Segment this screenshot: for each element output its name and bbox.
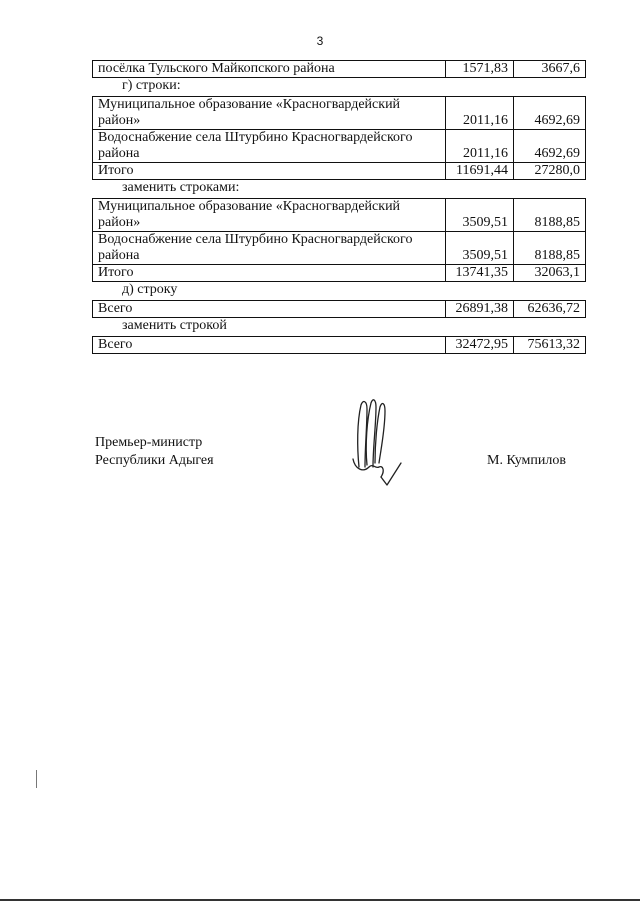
table-row — [93, 337, 586, 354]
section-heading-replace-row: заменить строкой — [122, 318, 227, 333]
row-value-2: 4692,69 — [514, 130, 586, 163]
table-row — [93, 61, 586, 78]
table-section-replace-rows — [92, 198, 586, 282]
row-name-line-2: района — [98, 146, 140, 161]
table-top — [92, 60, 586, 78]
page-bottom-edge — [0, 899, 640, 901]
row-name-line-2: район» — [98, 215, 141, 230]
row-value-1: 26891,38 — [446, 301, 514, 318]
row-value-2: 4692,69 — [514, 97, 586, 130]
row-name: Всего — [93, 337, 446, 354]
handwritten-signature — [345, 397, 405, 492]
row-value-2: 8188,85 — [514, 199, 586, 232]
table-row — [93, 301, 586, 318]
section-heading-d: д) строку — [122, 282, 178, 297]
table-row — [93, 265, 586, 282]
row-name — [93, 232, 446, 265]
signatory-name: М. Кумпилов — [487, 453, 566, 468]
row-value-2: 3667,6 — [514, 61, 586, 78]
row-name-line-1: Муниципальное образование «Красногвардейский — [98, 199, 401, 214]
table-row — [93, 163, 586, 180]
row-name-line-2: район» — [98, 113, 141, 128]
table-section-d — [92, 300, 586, 318]
row-value-2: 32063,1 — [514, 265, 586, 282]
row-name-line-1: Муниципальное образование «Красногвардейский — [98, 97, 401, 112]
row-name: Всего — [93, 301, 446, 318]
row-value-1: 3509,51 — [446, 199, 514, 232]
signature-stroke — [381, 463, 401, 485]
row-value-1: 1571,83 — [446, 61, 514, 78]
document-body — [92, 60, 586, 354]
row-value-1: 2011,16 — [446, 97, 514, 130]
row-name — [93, 97, 446, 130]
row-value-2: 8188,85 — [514, 232, 586, 265]
scan-artifact — [36, 770, 37, 788]
table-row — [93, 130, 586, 163]
row-name: Итого — [93, 265, 446, 282]
row-name-line-1: Водоснабжение села Штурбино Красногвардейского — [98, 232, 413, 247]
row-value-1: 32472,95 — [446, 337, 514, 354]
table-section-g — [92, 96, 586, 180]
table-row — [93, 199, 586, 232]
row-value-1: 2011,16 — [446, 130, 514, 163]
table-row — [93, 232, 586, 265]
signatory-title-line-1: Премьер-министр — [95, 435, 203, 450]
section-heading-replace-rows: заменить строками: — [122, 180, 240, 195]
row-name — [93, 199, 446, 232]
signatory-title-line-2: Республики Адыгея — [95, 453, 214, 468]
row-value-1: 11691,44 — [446, 163, 514, 180]
signature-stroke — [358, 402, 367, 467]
row-name-line-2: района — [98, 248, 140, 263]
row-value-1: 3509,51 — [446, 232, 514, 265]
row-value-2: 27280,0 — [514, 163, 586, 180]
row-name: посёлка Тульского Майкопского района — [93, 61, 446, 78]
table-section-replace-row — [92, 336, 586, 354]
row-value-2: 62636,72 — [514, 301, 586, 318]
row-name: Итого — [93, 163, 446, 180]
row-name — [93, 130, 446, 163]
row-value-1: 13741,35 — [446, 265, 514, 282]
page-number: 3 — [316, 34, 324, 48]
row-name-line-1: Водоснабжение села Штурбино Красногвардейского — [98, 130, 413, 145]
row-value-2: 75613,32 — [514, 337, 586, 354]
signatory-title — [95, 434, 214, 470]
table-row — [93, 97, 586, 130]
section-heading-g: г) строки: — [122, 78, 181, 93]
